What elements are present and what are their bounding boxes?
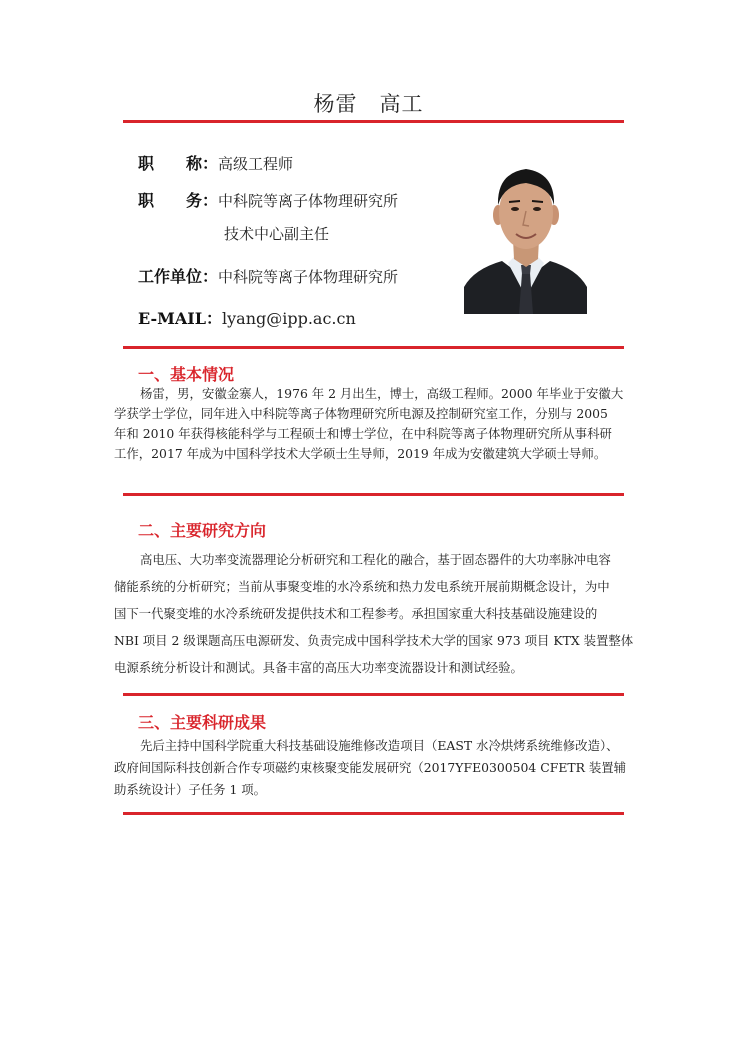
page-title [0,88,737,118]
text-line: 杨雷，男，安徽金寨人，1976 年 2 月出生，博士，高级工程师。2000 年毕业于安徽大 [140,386,624,401]
section-basic-text [114,384,624,464]
duty-value: 中科院等离子体物理研究所 [218,192,399,210]
text-line: NBI 项目 2 级课题高压电源研发、负责完成中国科学技术大学的国家 973 项目 KTX 装置整体 [114,633,634,648]
unit-row [138,264,398,287]
rank-row [138,151,293,174]
text-line: 国下一代聚变堆的水冷系统研发提供技术和工程参考。承担国家重大科技基础设施建设的 [114,606,598,621]
section-research-text [114,546,634,681]
duty-value-2: 技术中心副主任 [224,225,330,243]
divider [123,493,624,496]
text-line: 年和 2010 年获得核能科学与工程硕士和博士学位，在中科院等离子体物理研究所从事科研 [114,426,612,441]
divider [123,120,624,123]
rank-label: 职 称： [138,154,219,173]
text-line: 政府间国际科技创新合作专项磁约束核聚变能发展研究（2017YFE0300504 CFETR 装置辅 [114,760,627,775]
unit-value: 中科院等离子体物理研究所 [218,268,399,286]
section-heading-research: 二、主要研究方向 [138,521,267,540]
divider [123,812,624,815]
portrait-photo [464,147,587,314]
unit-label: 工作单位： [138,267,219,286]
email-value: lyang@ipp.ac.cn [222,309,356,328]
section-heading-achievements: 三、主要科研成果 [138,713,267,732]
text-line: 电源系统分析设计和测试。具备丰富的高压大功率变流器设计和测试经验。 [114,660,523,675]
rank-value: 高级工程师 [218,155,294,173]
text-line: 助系统设计）子任务 1 项。 [114,782,267,797]
divider [123,693,624,696]
text-line: 储能系统的分析研究；当前从事聚变堆的水冷系统和热力发电系统开展前期概念设计，为中 [114,579,610,594]
text-line: 工作，2017 年成为中国科学技术大学硕士生导师，2019 年成为安徽建筑大学硕士导师。 [114,446,607,461]
text-line: 高电压、大功率变流器理论分析研究和工程化的融合，基于固态器件的大功率脉冲电容 [140,552,611,567]
duty-label: 职 务： [138,191,219,210]
portrait-illustration [464,147,587,314]
text-line: 先后主持中国科学院重大科技基础设施维修改造项目（EAST 水冷烘烤系统维修改造）、 [140,738,619,753]
email-label: E-MAIL： [138,309,222,328]
section-achievements-text [114,735,627,801]
text-line: 学获学士学位，同年进入中科院等离子体物理研究所电源及控制研究室工作，分别与 2005 [114,406,608,421]
email-row [138,306,356,329]
person-title: 高工 [379,92,424,116]
section-heading-basic: 一、基本情况 [138,365,235,384]
divider [123,346,624,349]
person-name: 杨雷 [313,92,358,116]
duty-row-2 [224,223,329,244]
duty-row [138,188,398,211]
